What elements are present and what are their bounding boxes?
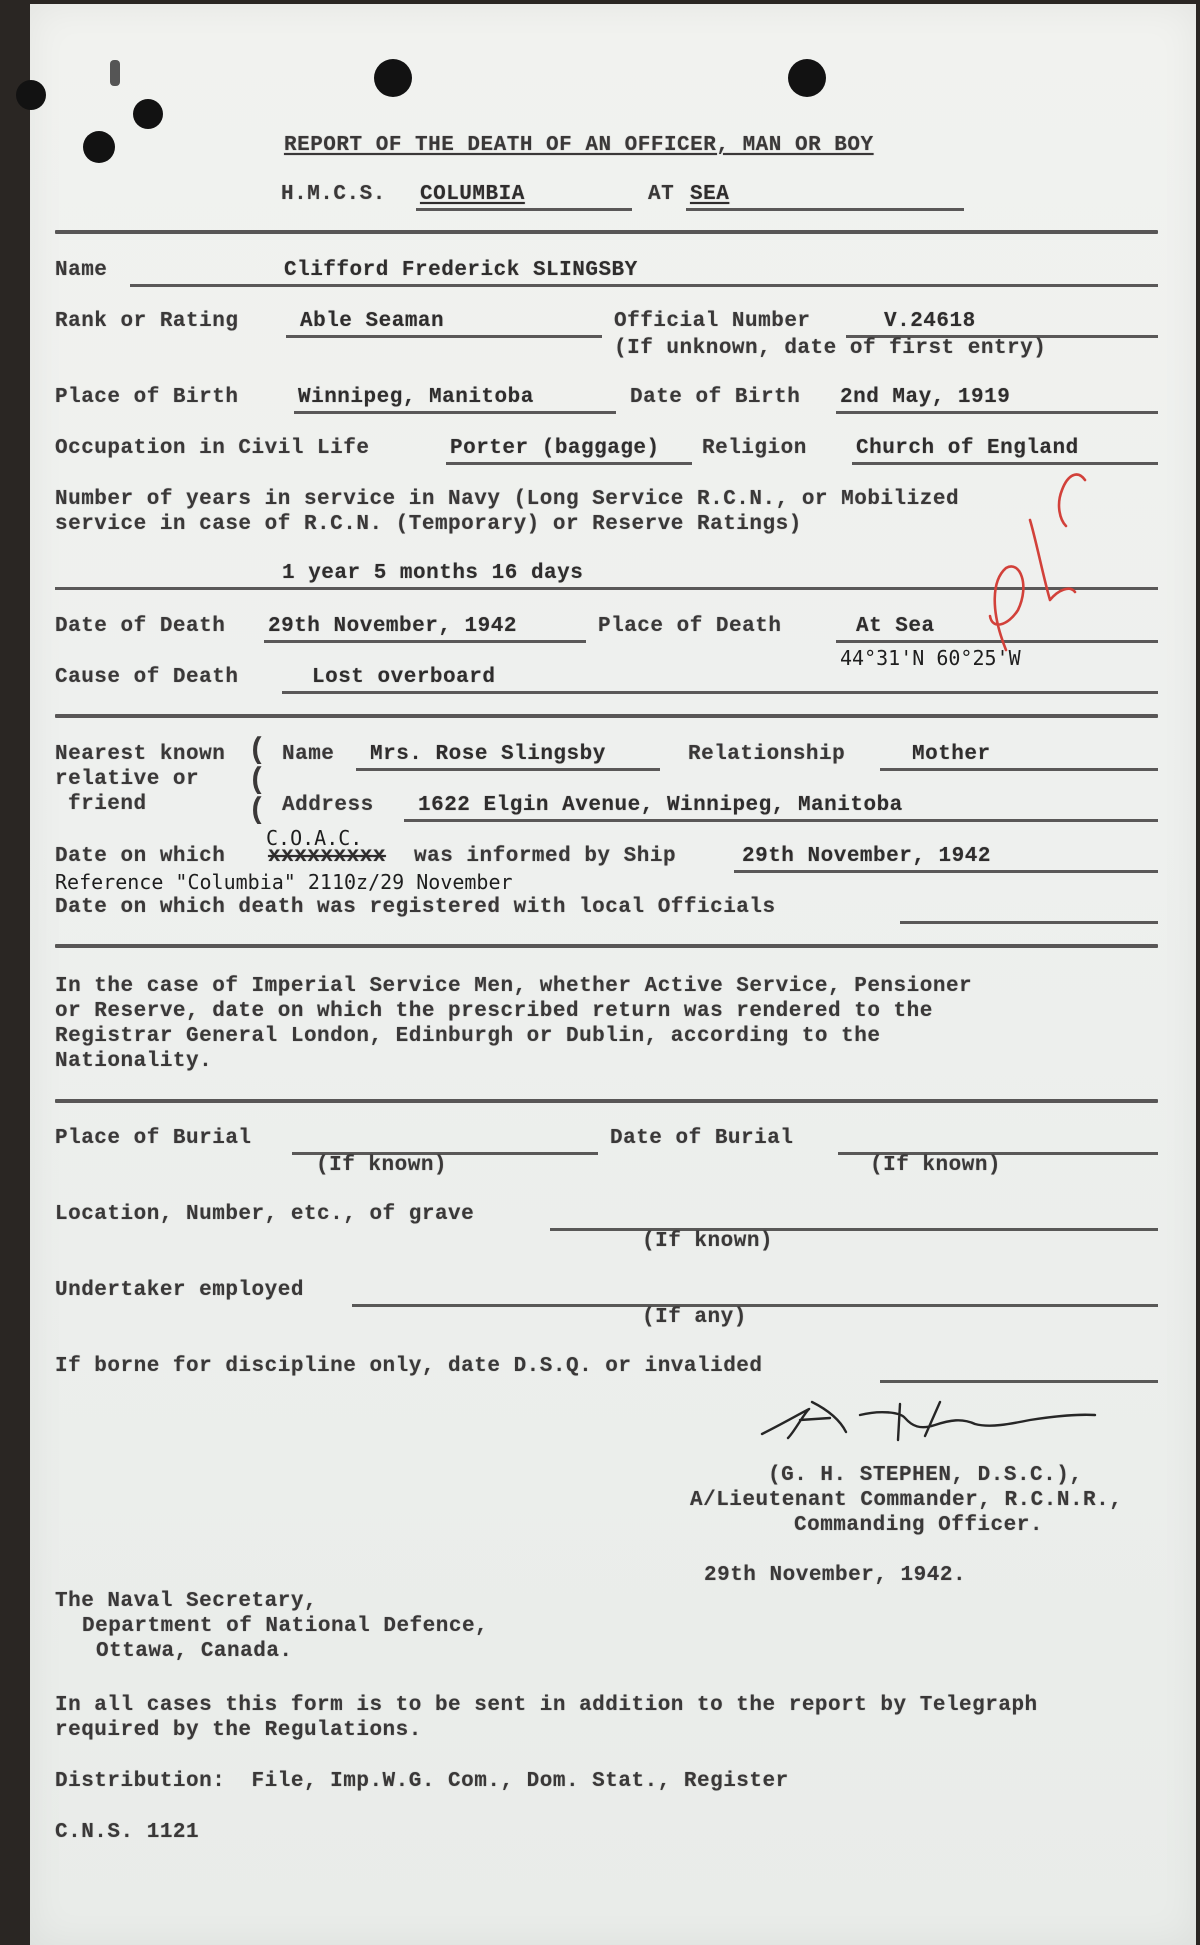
name-value: Clifford Frederick SLINGSBY	[284, 259, 638, 282]
imperial-text-line3: Registrar General London, Edinburgh or Dublin, according to the	[55, 1025, 881, 1048]
date-of-burial-label: Date of Burial	[610, 1127, 794, 1150]
reference-annotation: Reference "Columbia" 2110z/29 November	[55, 870, 513, 894]
distribution-list: Distribution: File, Imp.W.G. Com., Dom. Stat., Register	[55, 1770, 789, 1793]
signature	[762, 1402, 1095, 1440]
place-of-death-label: Place of Death	[598, 615, 782, 638]
footer-note-line1: In all cases this form is to be sent in addition to the report by Telegraph	[55, 1694, 1038, 1717]
relative-name-value: Mrs. Rose Slingsby	[370, 743, 606, 766]
date-of-burial-note: (If known)	[870, 1154, 1002, 1177]
signatory-role: Commanding Officer.	[794, 1514, 1043, 1537]
place-of-birth-label: Place of Birth	[55, 386, 239, 409]
grave-location-note: (If known)	[642, 1230, 774, 1253]
undertaker-label: Undertaker employed	[55, 1279, 304, 1302]
relationship-value: Mother	[912, 743, 991, 766]
service-length-value: 1 year 5 months 16 days	[282, 562, 584, 585]
religion-value: Church of England	[856, 437, 1079, 460]
at-label: AT	[648, 183, 675, 206]
relative-bracket: ( ( (	[248, 734, 267, 828]
addressee-line3: Ottawa, Canada.	[96, 1640, 293, 1663]
grave-location-label: Location, Number, etc., of grave	[55, 1203, 475, 1226]
date-informed-label-a: Date on which	[55, 845, 226, 868]
date-of-birth-label: Date of Birth	[630, 386, 801, 409]
ship-name: COLUMBIA	[420, 183, 525, 206]
official-number-label: Official Number	[614, 310, 811, 333]
rank-value: Able Seaman	[300, 310, 445, 333]
nearest-label-line2: relative or	[55, 768, 200, 791]
official-number-value: V.24618	[884, 310, 976, 333]
imperial-text-line4: Nationality.	[55, 1050, 213, 1073]
imperial-text-line1: In the case of Imperial Service Men, whether Active Service, Pensioner	[55, 975, 973, 998]
date-of-death-label: Date of Death	[55, 615, 226, 638]
place-of-birth-value: Winnipeg, Manitoba	[298, 386, 534, 409]
form-title: REPORT OF THE DEATH OF AN OFFICER, MAN OR BOY	[284, 134, 874, 157]
addressee-line1: The Naval Secretary,	[55, 1590, 318, 1613]
date-of-birth-value: 2nd May, 1919	[840, 386, 1011, 409]
place-of-burial-note: (If known)	[316, 1154, 448, 1177]
service-label-line1: Number of years in service in Navy (Long Service R.C.N., or Mobilized	[55, 488, 960, 511]
rank-label: Rank or Rating	[55, 310, 239, 333]
date-of-death-value: 29th November, 1942	[268, 615, 517, 638]
signatory-rank: A/Lieutenant Commander, R.C.N.R.,	[690, 1489, 1123, 1512]
imperial-text-line2: or Reserve, date on which the prescribed return was rendered to the	[55, 1000, 933, 1023]
place-of-burial-label: Place of Burial	[55, 1127, 252, 1150]
service-label-line2: service in case of R.C.N. (Temporary) or Reserve Ratings)	[55, 513, 802, 536]
addressee-line2: Department of National Defence,	[82, 1615, 489, 1638]
date-informed-label-b: was informed by Ship	[414, 845, 677, 868]
occupation-value: Porter (baggage)	[450, 437, 660, 460]
occupation-label: Occupation in Civil Life	[55, 437, 370, 460]
relationship-label: Relationship	[688, 743, 846, 766]
signatory-name: (G. H. STEPHEN, D.S.C.),	[768, 1464, 1083, 1487]
form-number: C.N.S. 1121	[55, 1821, 200, 1844]
nearest-label-line1: Nearest known	[55, 743, 226, 766]
religion-label: Religion	[702, 437, 807, 460]
cause-of-death-label: Cause of Death	[55, 666, 239, 689]
address-value: 1622 Elgin Avenue, Winnipeg, Manitoba	[418, 794, 903, 817]
date-registered-label: Date on which death was registered with local Officials	[55, 896, 776, 919]
struck-out-text: xxxxxxxxx	[268, 845, 386, 868]
ship-prefix: H.M.C.S.	[281, 183, 386, 206]
footer-note-line2: required by the Regulations.	[55, 1719, 422, 1742]
coac-annotation: C.O.A.C.	[266, 826, 363, 850]
discipline-label: If borne for discipline only, date D.S.Q. or invalided	[55, 1355, 763, 1378]
undertaker-note: (If any)	[642, 1306, 747, 1329]
at-value: SEA	[690, 183, 730, 206]
signature-date: 29th November, 1942.	[704, 1564, 967, 1587]
relative-name-label: Name	[282, 743, 335, 766]
address-label: Address	[282, 794, 374, 817]
death-coordinates: 44°31'N 60°25'W	[840, 646, 1021, 670]
cause-of-death-value: Lost overboard	[312, 666, 496, 689]
date-informed-value: 29th November, 1942	[742, 845, 991, 868]
place-of-death-value: At Sea	[856, 615, 935, 638]
nearest-label-line3: friend	[68, 793, 147, 816]
name-label: Name	[55, 259, 108, 282]
official-number-note: (If unknown, date of first entry)	[614, 337, 1047, 360]
